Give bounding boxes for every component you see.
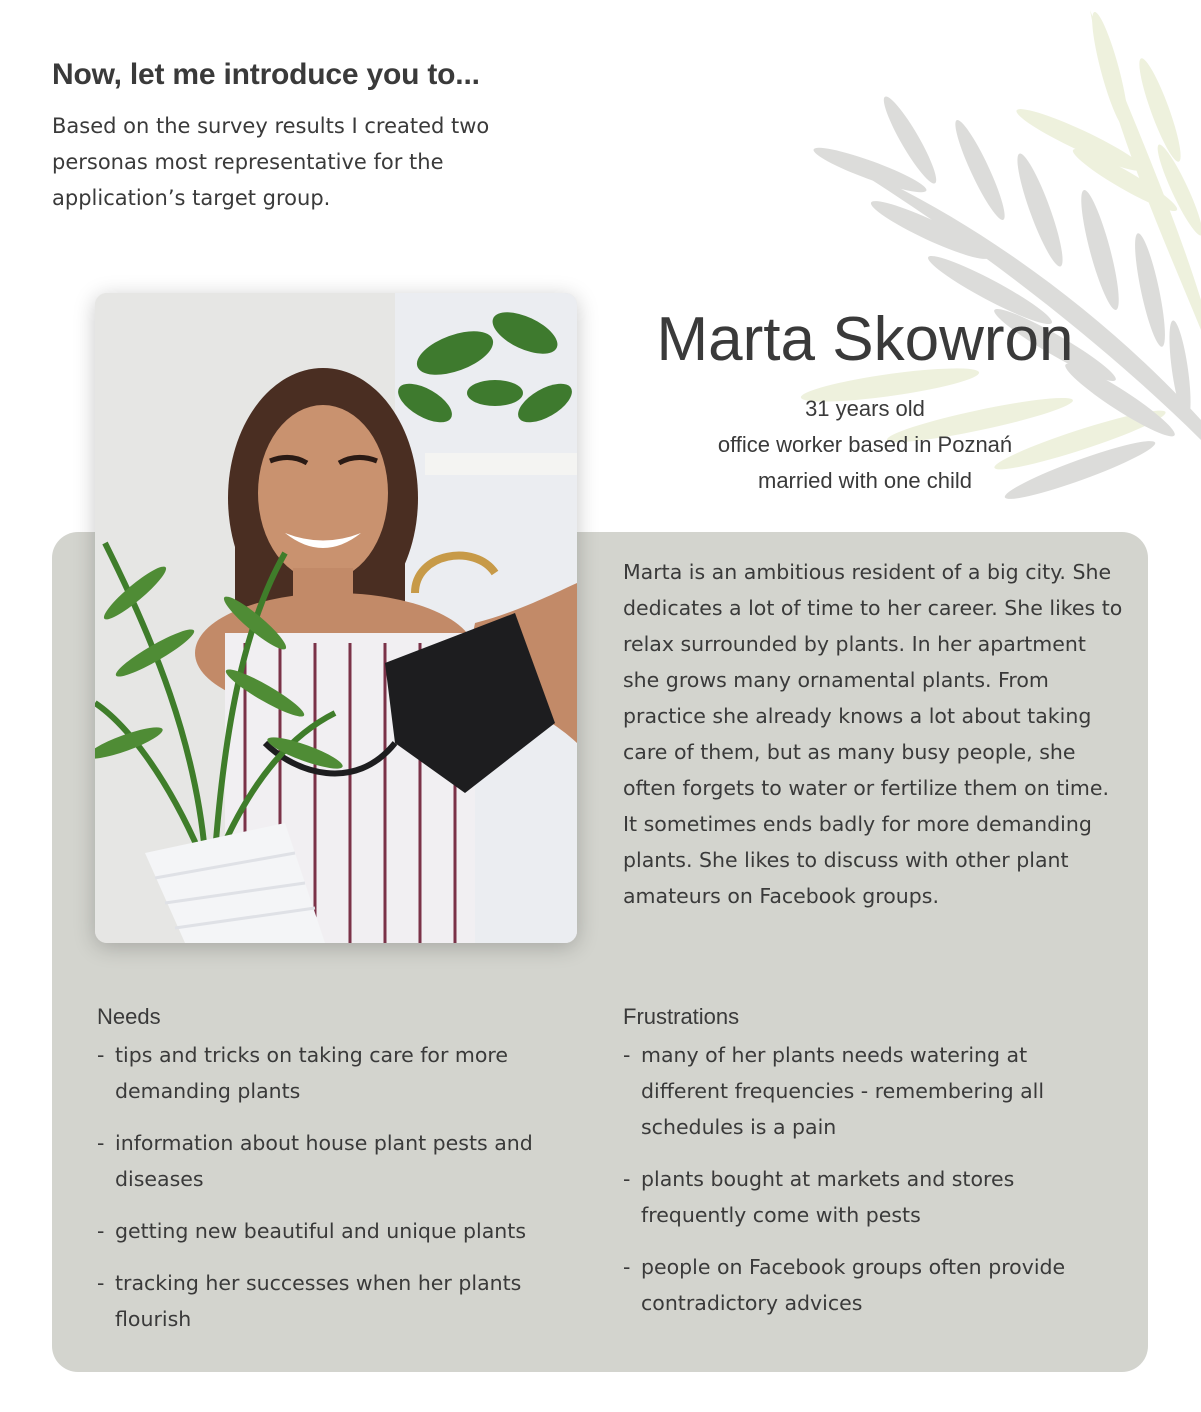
list-marker: - <box>623 1255 631 1279</box>
intro-text: Based on the survey results I created two personas most representative for the application’s target group. <box>52 114 490 210</box>
frustration-item-text: many of her plants needs watering at different frequencies - remembering all schedules is a pain <box>641 1043 1045 1139</box>
list-item <box>97 1213 587 1249</box>
list-marker: - <box>97 1271 105 1295</box>
need-item-text: tips and tricks on taking care for more demanding plants <box>115 1043 509 1103</box>
needs-list <box>97 1037 587 1353</box>
persona-name: Marta Skowron <box>656 305 1074 374</box>
need-item-text: information about house plant pests and diseases <box>115 1131 533 1191</box>
intro-title: Now, let me introduce you to... <box>52 58 480 91</box>
needs-title: Needs <box>97 1004 161 1029</box>
list-marker: - <box>623 1043 631 1067</box>
persona-facts <box>600 391 1130 499</box>
list-item <box>623 1161 1103 1233</box>
list-marker: - <box>97 1043 105 1067</box>
need-item-text: tracking her successes when her plants flourish <box>115 1271 522 1331</box>
list-item <box>623 1249 1103 1321</box>
frustrations-title: Frustrations <box>623 1004 740 1029</box>
persona-occupation: office worker based in Poznań <box>717 432 1013 457</box>
persona-photo <box>95 293 577 943</box>
persona-family: married with one child <box>758 468 972 493</box>
frustrations-list <box>623 1037 1103 1337</box>
list-item <box>97 1265 587 1337</box>
list-marker: - <box>623 1167 631 1191</box>
list-item <box>97 1037 587 1109</box>
persona-age: 31 years old <box>805 396 925 421</box>
need-item-text: getting new beautiful and unique plants <box>115 1219 527 1243</box>
frustration-item-text: plants bought at markets and stores frequently come with pests <box>641 1167 1015 1227</box>
frustration-item-text: people on Facebook groups often provide contradictory advices <box>641 1255 1066 1315</box>
persona-bio: Marta is an ambitious resident of a big city. She dedicates a lot of time to her career. She likes to relax surrounded by plants. In her apartment she grows many ornamental plants. From practice she already knows a lot about taking care of them, but as many busy people, she often forgets to water or fertilize them on time. It sometimes ends badly for more demanding plants. She likes to discuss with other plant amateurs on Facebook groups. <box>623 560 1123 908</box>
list-item <box>97 1125 587 1197</box>
list-item <box>623 1037 1103 1145</box>
list-marker: - <box>97 1131 105 1155</box>
list-marker: - <box>97 1219 105 1243</box>
